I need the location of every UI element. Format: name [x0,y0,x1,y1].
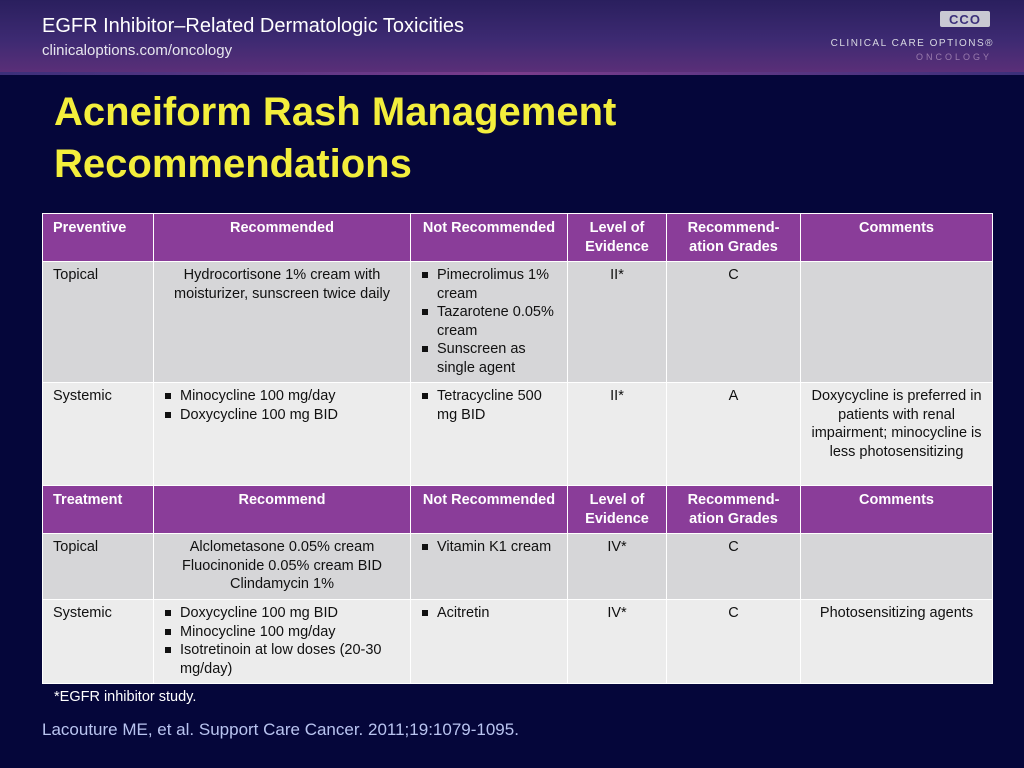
list-item: Tazarotene 0.05% cream [421,303,557,340]
recommended-line: Alclometasone 0.05% cream [189,539,375,555]
recommended-cell [154,600,411,684]
comments-cell [801,262,993,383]
list-item: Minocycline 100 mg/day [164,387,400,406]
treatment-header-row [43,486,993,534]
table-row [43,383,993,486]
route-cell: Topical [43,262,154,383]
preventive-header-row [43,214,993,262]
list-item: Acitretin [421,604,557,623]
header-cell: Level of Evidence [568,214,667,262]
list-item: Doxycycline 100 mg BID [164,406,400,425]
route-cell: Systemic [43,383,154,486]
citation: Lacouture ME, et al. Support Care Cancer. 2011;19:1079-1095. [42,720,519,739]
route-cell: Topical [43,534,154,600]
comments-cell: Doxycycline is preferred in patients with renal impairment; minocycline is less photosensitizing [801,383,993,486]
table-row [43,262,993,383]
recommended-cell: Hydrocortisone 1% cream with moisturizer, sunscreen twice daily [154,262,411,383]
header-url: clinicaloptions.com/oncology [42,42,233,59]
evidence-cell: II* [568,262,667,383]
recommendations-table [42,213,993,684]
table-row [43,600,993,684]
list-item: Doxycycline 100 mg BID [164,604,400,623]
list-item: Tetracycline 500 mg BID [421,387,557,424]
footnote: *EGFR inhibitor study. [54,689,197,705]
recommended-line: Clindamycin 1% [230,576,334,592]
grade-cell: C [667,600,801,684]
grade-cell: C [667,534,801,600]
header-cell: Not Recommended [411,486,568,534]
header-cell: Recommend-ation Grades [667,486,801,534]
list-item: Minocycline 100 mg/day [164,623,400,642]
not-recommended-cell [411,262,568,383]
evidence-cell: IV* [568,600,667,684]
header-cell: Recommend [154,486,411,534]
header-cell: Not Recommended [411,214,568,262]
header-cell: Treatment [43,486,154,534]
header-cell: Level of Evidence [568,486,667,534]
grade-cell: C [667,262,801,383]
cco-logo-icon: CCO [940,11,990,27]
list-item: Isotretinoin at low doses (20-30 mg/day) [164,641,400,678]
not-recommended-cell [411,534,568,600]
list-item: Sunscreen as single agent [421,340,557,377]
evidence-cell: II* [568,383,667,486]
recommended-cell [154,383,411,486]
header-cell: Comments [801,214,993,262]
header-divider [0,72,1024,75]
route-cell: Systemic [43,600,154,684]
list-item: Vitamin K1 cream [421,538,557,557]
header-cell: Preventive [43,214,154,262]
slide-title-line-2: Recommendations [54,142,412,186]
slide-title [54,86,954,190]
table-row [43,534,993,600]
recommended-cell [154,534,411,600]
not-recommended-cell [411,383,568,486]
header-cell: Comments [801,486,993,534]
list-item: Pimecrolimus 1% cream [421,266,557,303]
recommended-line: Fluocinonide 0.05% cream BID [182,557,382,574]
header-cell: Recommended [154,214,411,262]
header-title: EGFR Inhibitor–Related Dermatologic Toxicities [42,15,465,37]
header-cell: Recommend-ation Grades [667,214,801,262]
comments-cell: Photosensitizing agents [801,600,993,684]
comments-cell [801,534,993,600]
logo-subtitle: ONCOLOGY [915,52,992,62]
not-recommended-cell [411,600,568,684]
slide-title-line-1: Acneiform Rash Management [54,90,617,134]
grade-cell: A [667,383,801,486]
evidence-cell: IV* [568,534,667,600]
logo-name: CLINICAL CARE OPTIONS® [830,38,994,49]
